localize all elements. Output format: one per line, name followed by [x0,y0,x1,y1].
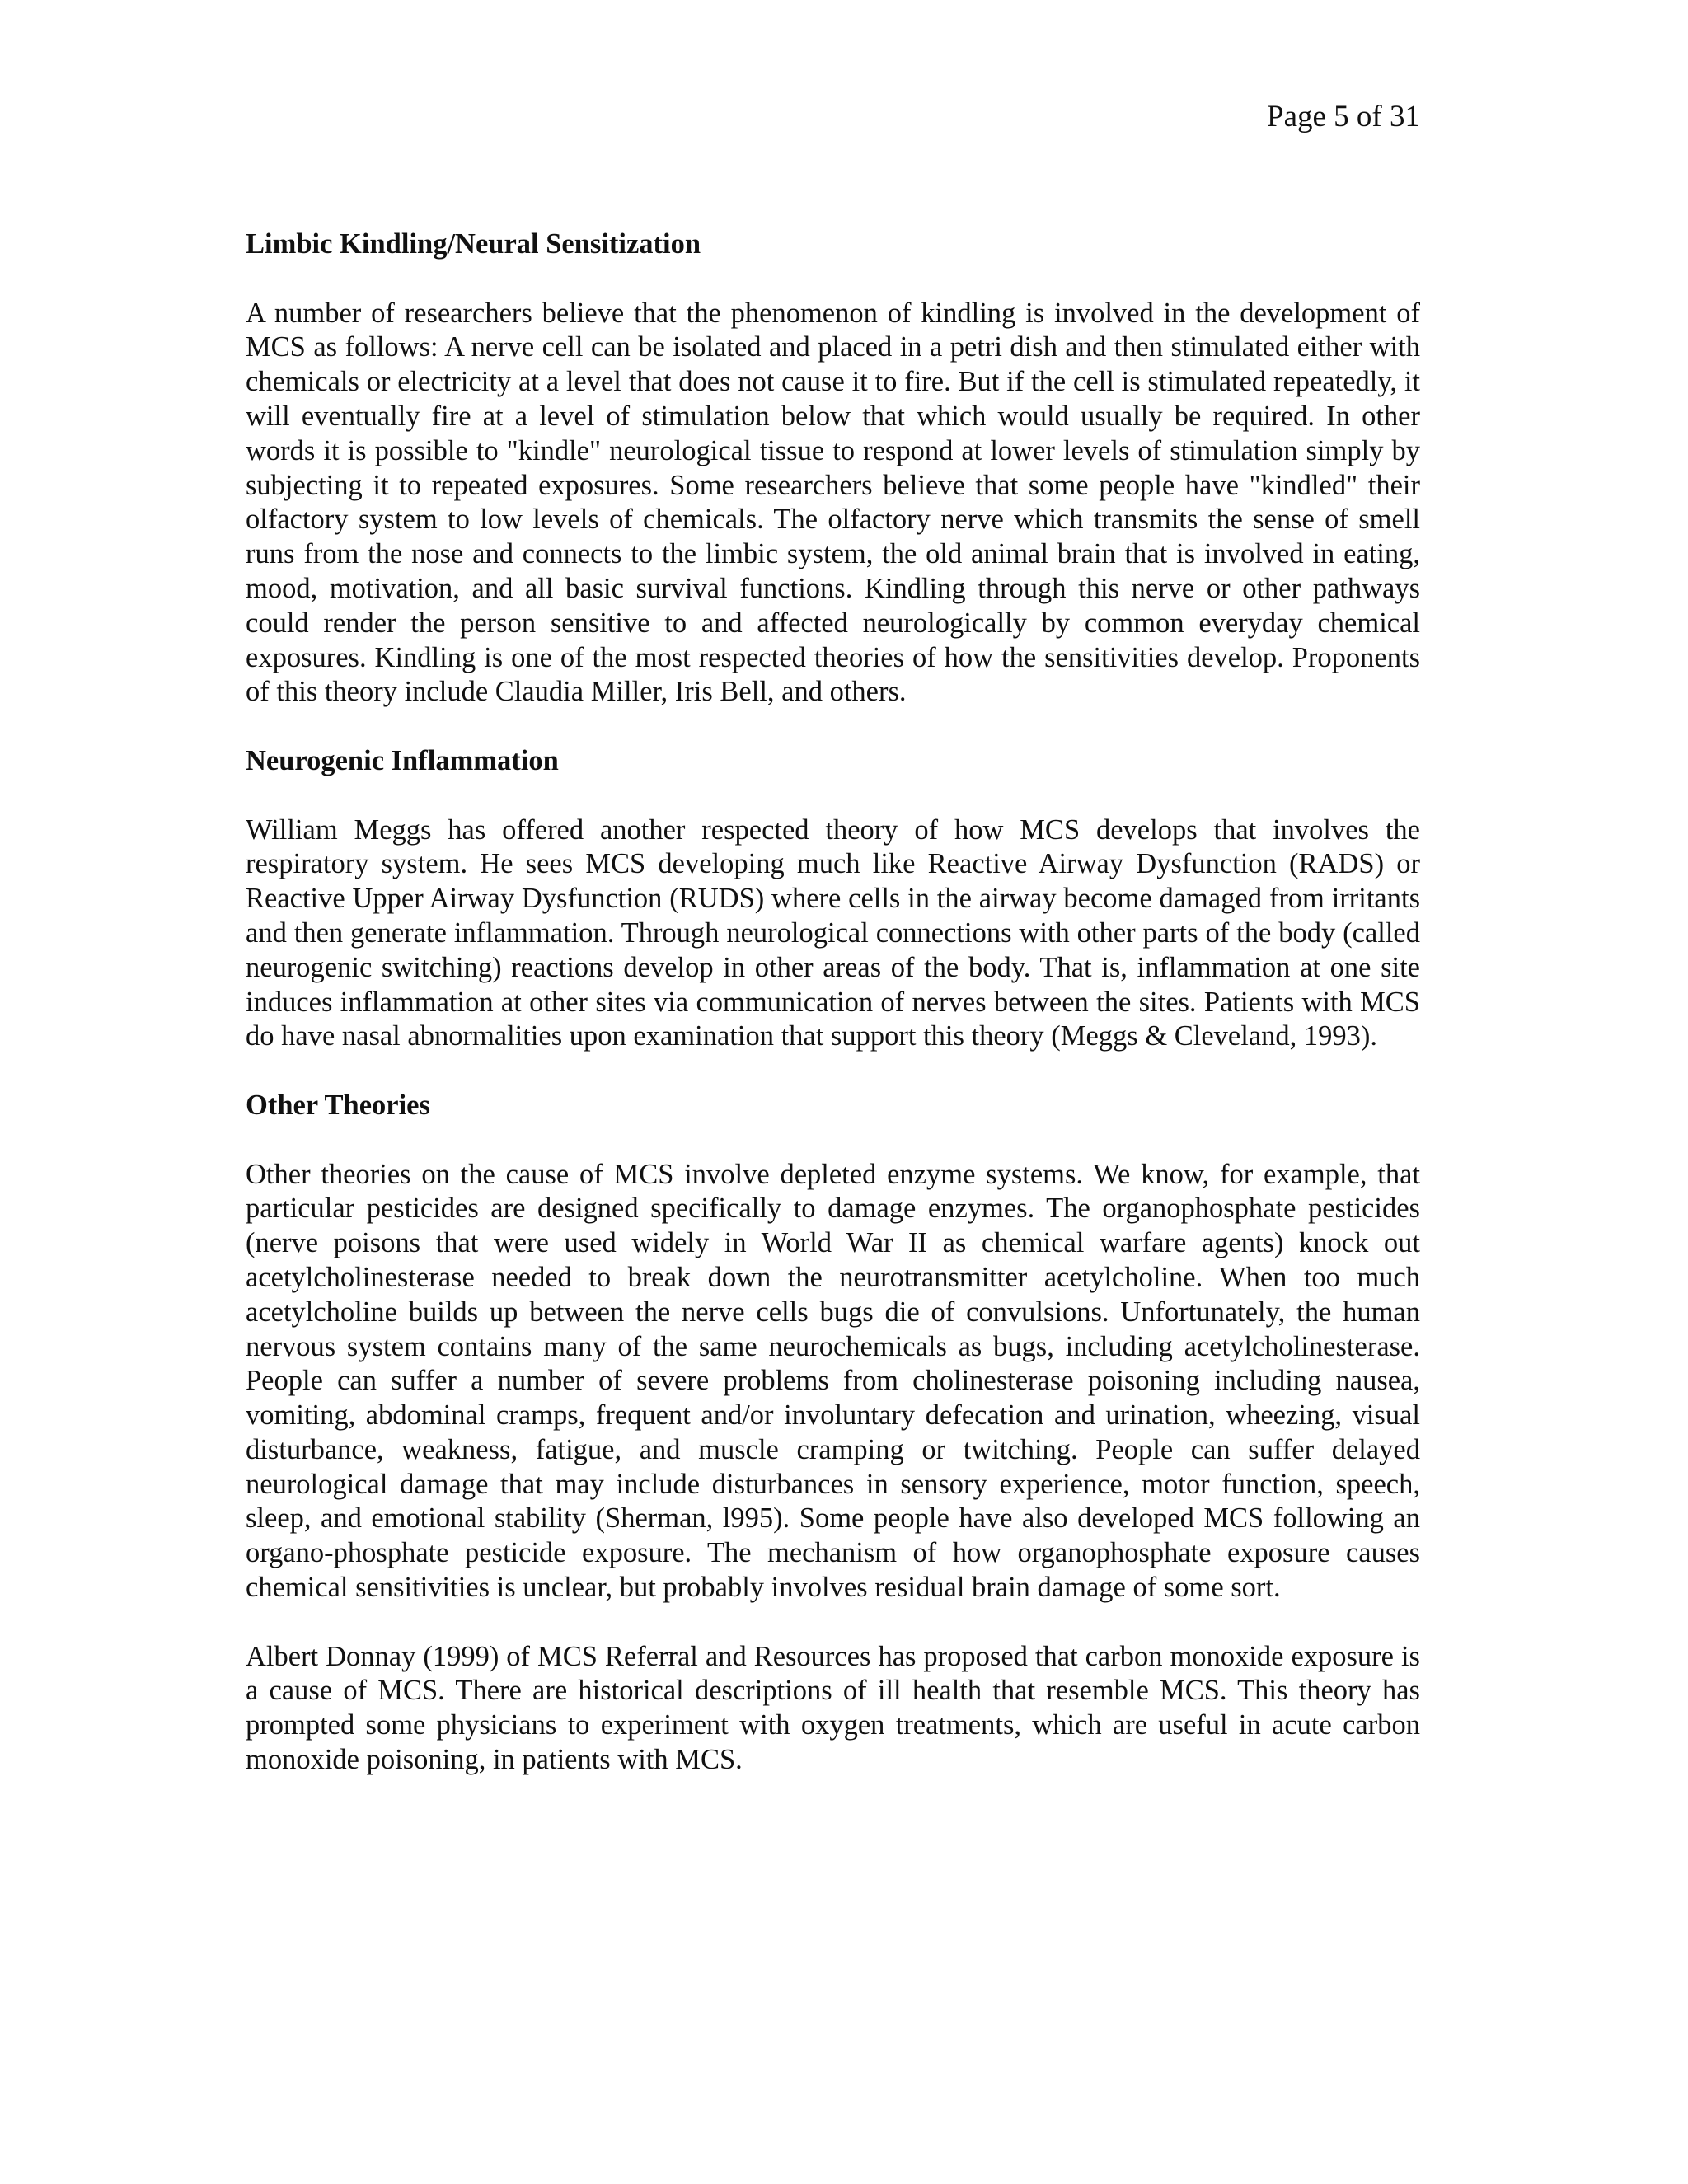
body-paragraph: A number of researchers believe that the phenomenon of kindling is involved in the development of MCS as follows: A nerve cell can be isolated and placed in a petri dish and then stimulated either with chemicals or electricity at a level that does not cause it to fire. But if the cell is stimulated repeatedly, it will eventually fire at a level of stimulation below that which would usually be required. In other words it is possible to "kindle" neurological tissue to respond at lower levels of stimulation simply by subjecting it to repeated exposures. Some researchers believe that some people have "kindled" their olfactory system to low levels of chemicals. The olfactory nerve which transmits the sense of smell runs from the nose and connects to the limbic system, the old animal brain that is involved in eating, mood, motivation, and all basic survival functions. Kindling through this nerve or other pathways could render the person sensitive to and affected neurologically by common everyday chemical exposures. Kindling is one of the most respected theories of how the sensitivities develop. Proponents of this theory include Claudia Miller, Iris Bell, and others. [246,297,1420,708]
document-body [246,227,1420,1812]
page-number: Page 5 of 31 [1267,100,1420,134]
section-heading: Neurogenic Inflammation [246,744,559,776]
section-heading: Limbic Kindling/Neural Sensitization [246,228,701,260]
section-other-theories [246,1089,1420,1778]
body-paragraph: Other theories on the cause of MCS involve depleted enzyme systems. We know, for example, that particular pesticides are designed specifically to damage enzymes. The organophosphate pesticides (nerve poisons that were used widely in World War II as chemical warfare agents) knock out acetylcholinesterase needed to break down the neurotransmitter acetylcholine. When too much acetylcholine builds up between the nerve cells bugs die of convulsions. Unfortunately, the human nervous system contains many of the same neurochemicals as bugs, including acetylcholinesterase. People can suffer a number of severe problems from cholinesterase poisoning including nausea, vomiting, abdominal cramps, frequent and/or involuntary defecation and urination, wheezing, visual disturbance, weakness, fatigue, and muscle cramping or twitching. People can suffer delayed neurological damage that may include disturbances in sensory experience, motor function, speech, sleep, and emotional stability (Sherman, l995). Some people have also developed MCS following an organo-phosphate pesticide exposure. The mechanism of how organophosphate exposure causes chemical sensitivities is unclear, but probably involves residual brain damage of some sort. [246,1158,1420,1604]
body-paragraph: Albert Donnay (1999) of MCS Referral and Resources has proposed that carbon monoxide exposure is a cause of MCS. There are historical descriptions of ill health that resemble MCS. This theory has prompted some physicians to experiment with oxygen treatments, which are useful in acute carbon monoxide poisoning, in patients with MCS. [246,1640,1420,1776]
section-limbic-kindling [246,227,1420,710]
section-heading: Other Theories [246,1089,430,1121]
body-paragraph: William Meggs has offered another respected theory of how MCS develops that involves the respiratory system. He sees MCS developing much like Reactive Airway Dysfunction (RADS) or Reactive Upper Airway Dysfunction (RUDS) where cells in the airway become damaged from irritants and then generate inflammation. Through neurological connections with other parts of the body (called neurogenic switching) reactions develop in other areas of the body. That is, inflammation at one site induces inflammation at other sites via communication of nerves between the sites. Patients with MCS do have nasal abnormalities upon examination that support this theory (Meggs & Cleveland, 1993). [246,813,1420,1052]
section-neurogenic-inflammation [246,744,1420,1054]
